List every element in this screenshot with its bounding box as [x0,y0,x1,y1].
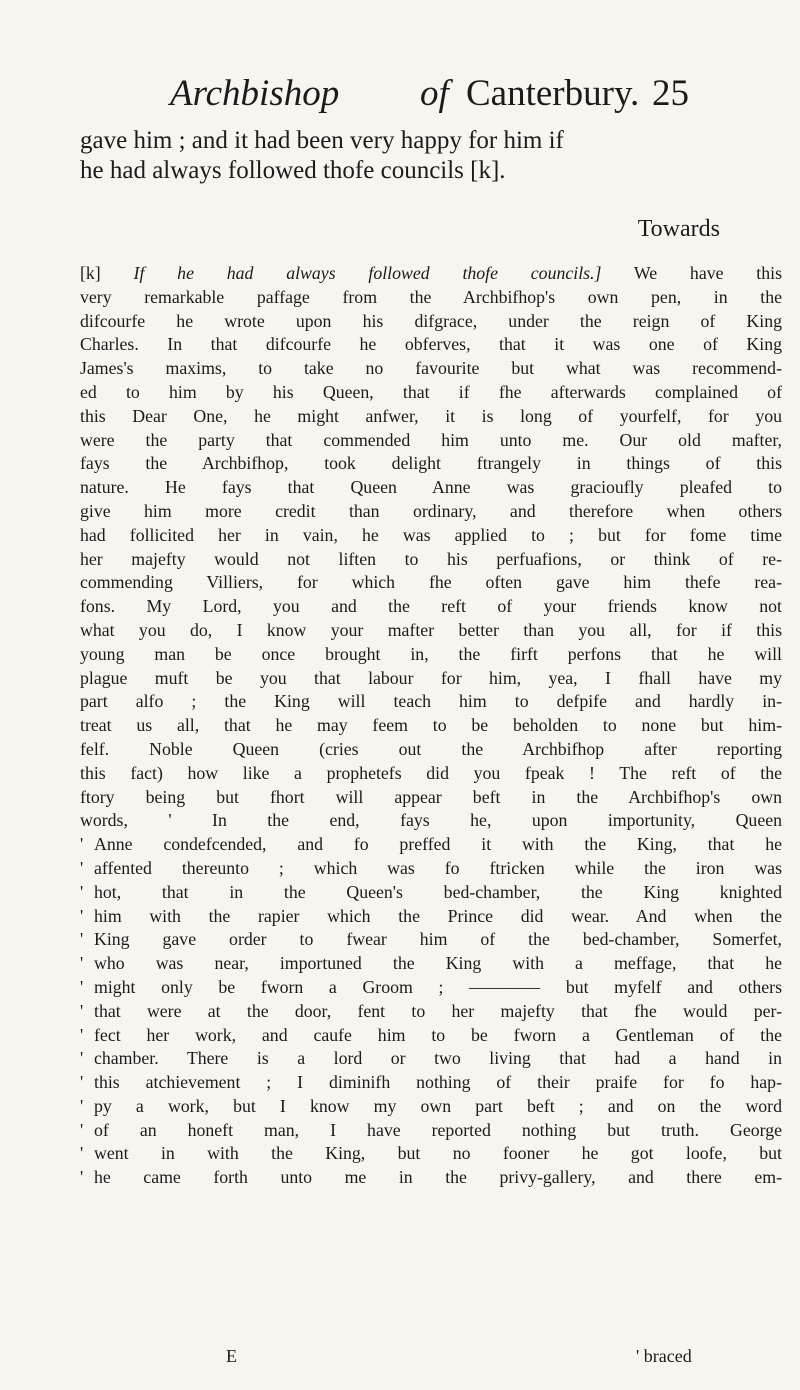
quoted-line [80,1166,782,1190]
footnote-line: difcourfe he wrote upon his difgrace, under the reign of King [80,310,782,331]
footnote-line: had follicited her in vain, he was applied to ; but for fome time [80,524,782,545]
footnote-line: ed to him by his Queen, that if fhe afterwards complained of [80,381,782,402]
footnote-line-text: We have this [601,263,782,283]
quoted-line [80,928,782,952]
footnote-line: give him more credit than ordinary, and therefore when others [80,500,782,521]
page-number: 25 [652,73,689,114]
footnote-line: fays the Archbifhop, took delight ftrangely in things of this [80,453,782,474]
running-title-of: of [420,73,449,114]
quoted-line [80,881,782,905]
quoted-line [80,1024,782,1048]
quoted-line-text: that were at the door, fent to her majefty that fhe would per- [94,1000,782,1021]
quoted-line-text: chamber. There is a lord or two living that had a hand in [94,1048,782,1069]
footnote-lemma: If he had always followed thofe councils.] [133,263,602,283]
footnote-line: part alfo ; the King will teach him to defpife and hardly in- [80,691,782,712]
footnote-line: James's maxims, to take no favourite but what was recommend- [80,358,782,379]
quoted-line-text: this atchievement ; I diminifh nothing of their praife for fo hap- [94,1072,782,1093]
footnote [80,262,782,1190]
quoted-line-text: Anne condefcended, and fo preffed it with the King, that he [94,834,782,855]
main-text [80,126,780,186]
quoted-line [80,833,782,857]
footnote-line: treat us all, that he may feem to be beholden to none but him- [80,715,782,736]
quote-mark: ' [80,929,84,950]
quoted-line [80,1000,782,1024]
running-title-canterbury: Canterbury. [466,73,640,114]
footnote-line: very remarkable paffage from the Archbifhop's own pen, in the [80,286,782,307]
quoted-line-text: he came forth unto me in the privy-gallery, and there em- [94,1167,782,1188]
quote-mark: ' [80,1024,84,1045]
quote-mark: ' [80,1072,84,1093]
footnote-line: ftory being but fhort will appear beft in the Archbifhop's own [80,786,782,807]
footnote-line: what you do, I know your mafter better than you all, for if this [80,619,782,640]
quote-mark: ' [80,1095,84,1116]
footer-catchword: ' braced [636,1346,692,1366]
quoted-line-text: affented thereunto ; which was fo ftricken while the iron was [94,857,782,878]
footnote-line: were the party that commended him unto me. Our old mafter, [80,429,782,450]
quote-mark: ' [80,881,84,902]
footnote-line: nature. He fays that Queen Anne was gracioufly pleafed to [80,477,782,498]
footnote-line: commending Villiers, for which fhe often gave him thefe rea- [80,572,782,593]
footnote-line: Charles. In that difcourfe he obferves, that it was one of King [80,334,782,355]
footnote-line: plague muft be you that labour for him, yea, I fhall have my [80,667,782,688]
quoted-line [80,976,782,1000]
quoted-line [80,1095,782,1119]
quoted-line-text: hot, that in the Queen's bed-chamber, the King knighted [94,881,782,902]
quoted-line-text: fect her work, and caufe him to be fworn a Gentleman of the [94,1024,782,1045]
quoted-line [80,857,782,881]
quote-mark: ' [80,976,84,997]
quote-mark: ' [80,1167,84,1188]
quoted-line-text: him with the rapier which the Prince did wear. And when the [94,905,782,926]
footnote-line [80,262,782,286]
quoted-line [80,1071,782,1095]
main-text-line: he had always followed thofe councils [k]. [80,157,506,184]
quoted-line-text: who was near, importuned the King with a meffage, that he [94,953,782,974]
quoted-line-text: py a work, but I know my own part beft ; and on the word [94,1095,782,1116]
main-catchword: Towards [637,216,720,242]
quoted-line [80,1119,782,1143]
quote-mark: ' [80,1143,84,1164]
quoted-line-text: of an honeft man, I have reported nothing but truth. George [94,1119,782,1140]
quote-mark: ' [80,1048,84,1069]
quoted-line [80,1047,782,1071]
quote-mark: ' [80,1000,84,1021]
quote-mark: ' [80,953,84,974]
running-header [170,72,730,122]
footnote-marker: [k] [80,263,101,283]
quoted-line [80,905,782,929]
signature-mark: E [226,1346,237,1366]
footnote-line: young man be once brought in, the firft perfons that he will [80,643,782,664]
main-text-line: gave him ; and it had been very happy for him if [80,127,564,154]
footnote-line: this fact) how like a prophetefs did you fpeak ! The reft of the [80,762,782,783]
quote-mark: ' [80,857,84,878]
quote-mark: ' [80,1119,84,1140]
footnote-line: her majefty would not liften to his perfuafions, or think of re- [80,548,782,569]
quoted-line-text: went in with the King, but no fooner he got loofe, but [94,1143,782,1164]
quote-mark: ' [80,834,84,855]
footnote-line: words, ' In the end, fays he, upon importunity, Queen [80,810,782,831]
quoted-line [80,1142,782,1166]
running-title-archbishop: Archbishop [170,73,340,114]
quoted-line [80,952,782,976]
footnote-line: this Dear One, he might anfwer, it is long of yourfelf, for you [80,405,782,426]
quoted-line-text: might only be fworn a Groom ; ———— but myfelf and others [94,976,782,997]
quoted-line-text: King gave order to fwear him of the bed-chamber, Somerfet, [94,929,782,950]
footnote-line: fons. My Lord, you and the reft of your friends know not [80,596,782,617]
footnote-line: felf. Noble Queen (cries out the Archbifhop after reporting [80,738,782,759]
quote-mark: ' [80,905,84,926]
